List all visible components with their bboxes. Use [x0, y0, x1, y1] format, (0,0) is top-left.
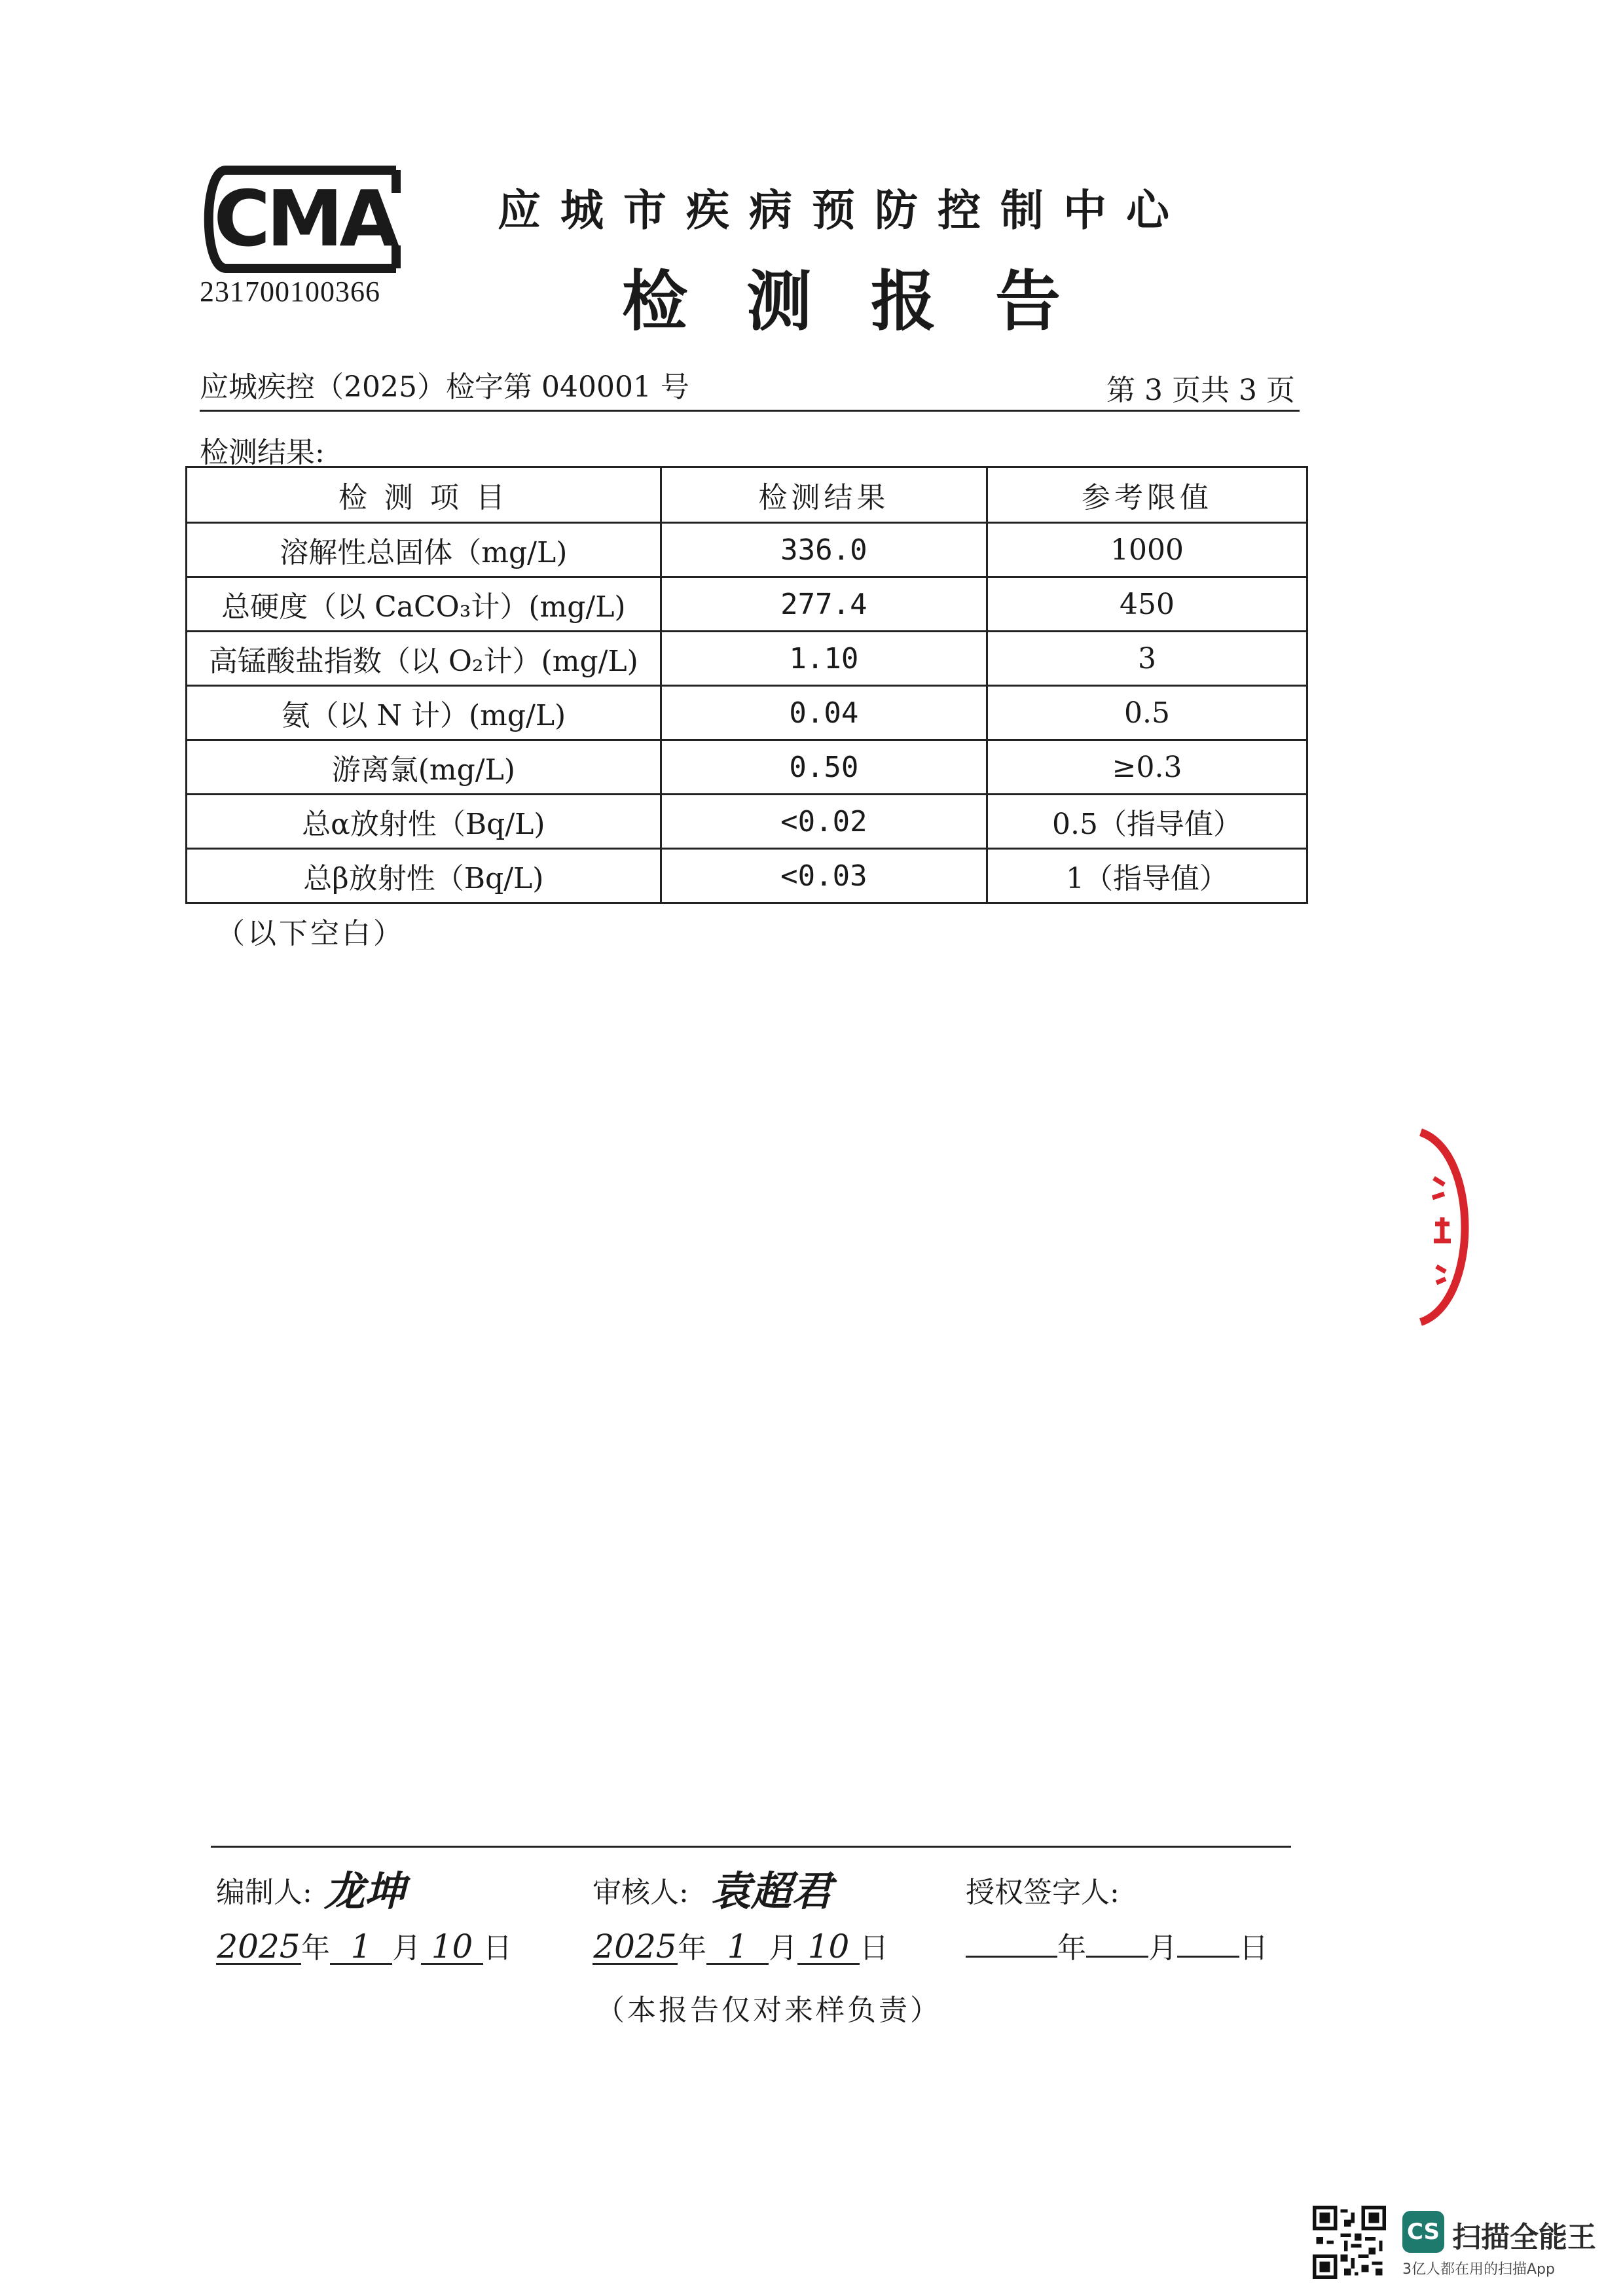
table-row — [187, 632, 1307, 686]
cell-item: 总硬度（以 CaCO₃计）(mg/L) — [187, 577, 661, 632]
compiler-date — [216, 1924, 512, 1966]
cell-item: 游离氯(mg/L) — [187, 740, 661, 795]
approver-date-year — [966, 1956, 1057, 1958]
cell-result: 0.04 — [661, 686, 987, 740]
cell-result: 1.10 — [661, 632, 987, 686]
column-header-item: 检 测 项 目 — [187, 467, 661, 523]
cell-limit: 0.5（指导值） — [987, 795, 1307, 849]
cma-number: 231700100366 — [200, 276, 380, 308]
cell-item: 高锰酸盐指数（以 O₂计）(mg/L) — [187, 632, 661, 686]
day-label: 日 — [483, 1931, 512, 1965]
cell-limit: ≥0.3 — [987, 740, 1307, 795]
reviewer-date-month: 1 — [706, 1930, 769, 1965]
cell-limit: 1000 — [987, 523, 1307, 577]
cell-result: 336.0 — [661, 523, 987, 577]
page-info: 第 3 页共 3 页 — [1106, 374, 1295, 407]
reviewer-label: 审核人: — [593, 1876, 689, 1909]
table-row — [187, 849, 1307, 903]
reviewer-date — [593, 1924, 888, 1966]
cell-limit: 0.5 — [987, 686, 1307, 740]
year-label: 年 — [301, 1931, 330, 1965]
column-header-result: 检测结果 — [661, 467, 987, 523]
table-row — [187, 740, 1307, 795]
table-header-row — [187, 467, 1307, 523]
compiler-date-month: 1 — [330, 1930, 392, 1965]
approver-date-month — [1086, 1956, 1148, 1958]
results-table — [185, 466, 1308, 904]
cell-limit: 3 — [987, 632, 1307, 686]
day-label: 日 — [1239, 1931, 1268, 1965]
cell-result: 0.50 — [661, 740, 987, 795]
watermark-title: 扫描全能王 — [1452, 2221, 1596, 2254]
official-seal-fragment — [1408, 1126, 1486, 1329]
qr-code-icon — [1313, 2206, 1386, 2279]
month-label: 月 — [769, 1931, 797, 1965]
approver-date — [966, 1924, 1268, 1966]
cell-limit: 450 — [987, 577, 1307, 632]
footer-divider — [211, 1846, 1291, 1848]
results-label: 检测结果: — [200, 436, 325, 469]
approver-label: 授权签字人: — [966, 1876, 1120, 1909]
cma-logo — [200, 157, 409, 281]
report-number: 应城疾控（2025）检字第 040001 号 — [200, 370, 689, 404]
table-row — [187, 795, 1307, 849]
cell-item: 总β放射性（Bq/L) — [187, 849, 661, 903]
header-divider — [200, 410, 1300, 412]
reviewer-signature: 袁超君 — [710, 1867, 833, 1915]
cell-limit: 1（指导值） — [987, 849, 1307, 903]
cell-result: <0.02 — [661, 795, 987, 849]
cell-item: 溶解性总固体（mg/L) — [187, 523, 661, 577]
day-label: 日 — [860, 1931, 888, 1965]
table-row — [187, 577, 1307, 632]
year-label: 年 — [678, 1931, 706, 1965]
year-label: 年 — [1057, 1931, 1086, 1965]
disclaimer: （本报告仅对来样负责） — [596, 1994, 941, 2027]
compiler-label: 编制人: — [216, 1876, 312, 1909]
camscanner-logo-icon: CS — [1402, 2211, 1444, 2253]
compiler-signature: 龙坤 — [324, 1867, 406, 1915]
reviewer-date-year: 2025 — [593, 1928, 677, 1965]
end-of-results-note: （以下空白） — [216, 917, 405, 950]
cell-item: 氨（以 N 计）(mg/L) — [187, 686, 661, 740]
compiler-date-day: 10 — [421, 1930, 483, 1965]
report-title: 检测报告 — [622, 262, 1120, 340]
cell-result: 277.4 — [661, 577, 987, 632]
column-header-limit: 参考限值 — [987, 467, 1307, 523]
table-row — [187, 523, 1307, 577]
compiler-date-year: 2025 — [217, 1928, 301, 1965]
month-label: 月 — [1148, 1931, 1177, 1965]
table-row — [187, 686, 1307, 740]
reviewer-date-day: 10 — [797, 1930, 860, 1965]
approver-date-day — [1177, 1956, 1239, 1958]
watermark-subtitle: 3亿人都在用的扫描App — [1402, 2261, 1555, 2278]
organization-name: 应城市疾病预防控制中心 — [498, 185, 1189, 236]
month-label: 月 — [392, 1931, 421, 1965]
cell-item: 总α放射性（Bq/L) — [187, 795, 661, 849]
cma-mark-text: CMA — [213, 173, 395, 264]
cell-result: <0.03 — [661, 849, 987, 903]
